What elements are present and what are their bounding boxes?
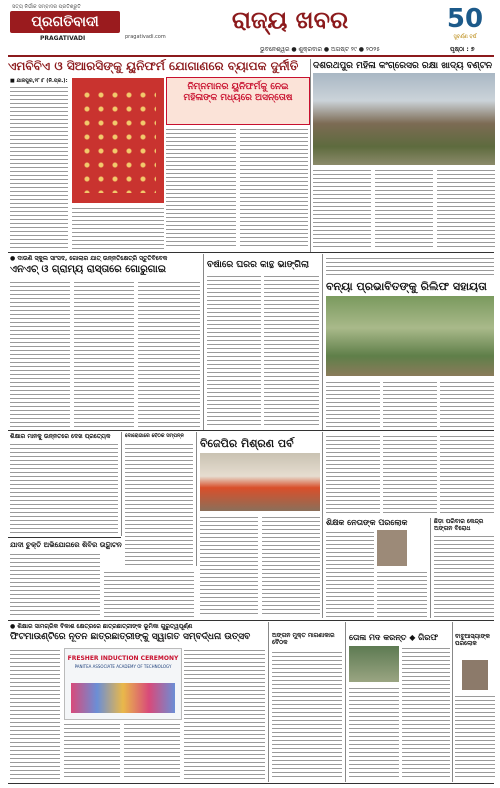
row3-rule	[8, 620, 494, 621]
lead-inset-headline: ନିମ୍ନମାନର ୟୁନିଫର୍ମକୁ ନେଇ ମହିଳାଙ୍କ ମଧ୍ୟରେ ଅସନ୍ତୋଷ	[183, 82, 293, 103]
school-rule	[8, 537, 121, 538]
fresher-banner-line1: FRESHER INDUCTION CEREMONY	[67, 655, 179, 662]
teacher-photo	[377, 530, 407, 566]
col-divider-9	[345, 622, 346, 782]
logo-odia-text: ପ୍ରଗତିବାଦୀ	[31, 14, 99, 30]
death-headline: ବାବୁଆସ୍ୟାଙ୍କ ପରଲୋକ	[455, 633, 490, 647]
logo	[10, 11, 120, 33]
rain-body-b	[264, 274, 319, 428]
congress-body-a	[313, 168, 371, 250]
teacher-body-b	[377, 570, 427, 618]
col-divider-7	[430, 518, 431, 618]
col-divider-10	[452, 622, 453, 782]
uniform-photo	[72, 78, 164, 203]
fresher-body-a	[10, 648, 60, 780]
col-divider-2	[203, 254, 204, 430]
congress-body-c	[437, 168, 495, 250]
flood-body-a	[326, 380, 380, 428]
bjp-photo	[200, 453, 320, 511]
fresher-kicker: ● ଶିକ୍ଷାର ସାମଗ୍ରିକ ବିକାଶ କ୍ଷେତ୍ରରେ ଛାତ୍ରଛାତ୍ରୀଙ୍କ ଭୂମିକା ଗୁରୁତ୍ୱପୂର୍ଣ୍ଣ	[10, 623, 193, 630]
fresher-body-d	[184, 648, 265, 780]
award-headline: ଅଙ୍ଗନ ମୁକ୍ତ ମାଗଣାକାର ବୈଠକ	[272, 632, 335, 646]
rain-headline: ବର୍ଷାରେ ଘରର କାନ୍ଥ ଭାଙ୍ଗିଲା	[207, 260, 310, 270]
lead-body-col1	[10, 85, 68, 250]
logo-english: PRAGATIVADI	[40, 35, 86, 42]
col-divider-1	[310, 59, 311, 252]
lead-inset-box	[166, 77, 310, 125]
road-body-b	[74, 280, 134, 428]
road-kicker: ● ଦାଉଣି ସ୍କୁଲ ସାଂସଦ, ଗୋଲାର ଯାତ୍ ଉନ୍ନତିକ୍ଷେତ୍ରି ସ୍ତୁତିବିବେକ	[10, 255, 168, 262]
col-divider-5	[196, 432, 197, 566]
dateline: ଭୁବନେଶ୍ୱର ● ଶୁକ୍ରବାର ● ଅଗଷ୍ଟ ୨୯ ● ୨୦୨୫	[260, 46, 380, 53]
footer-rule	[8, 783, 494, 784]
bjp-body-b	[262, 515, 320, 615]
masthead-rule	[8, 55, 494, 57]
bridge-headline: ତୋଳା ମଦ କରନ୍ତ ◆ ଗିରଫ	[349, 633, 439, 642]
drug-body-a	[10, 552, 100, 618]
masthead-url: pragativadi.com	[125, 34, 166, 40]
congress-headline: ଦଶରଥପୁର ମହିଳା କଂଗ୍ରେସର ରକ୍ଷା ଖାଦ୍ୟ ବଣ୍ଟନ	[313, 61, 493, 71]
bridge-body-b	[402, 646, 450, 780]
award-body	[272, 650, 342, 780]
school-body	[10, 442, 118, 534]
drug-headline: ଯାଦୀ ଚୁକ୍ତି ଅଭିଯୋଗରେ ଶିବିର ଉଦ୍ଘାଟନ	[10, 541, 122, 549]
anniversary-number: 50	[446, 4, 484, 34]
page-number: ପୃଷ୍ଠା : ୭	[450, 46, 475, 53]
anniversary-text: ସୁବର୍ଣ୍ଣ ବର୍ଷ	[453, 34, 477, 40]
masthead	[0, 0, 500, 56]
bjp-headline: ବିଜେପିର ମିଶ୍ରଣ ପର୍ବ	[200, 437, 294, 450]
fresher-body-b	[64, 722, 120, 780]
road-body-c	[138, 280, 200, 428]
road-body-a	[10, 280, 70, 428]
col-divider-8	[268, 622, 269, 782]
death-body	[455, 694, 495, 780]
teacher-headline: ଶିକ୍ଷକ ନେତାଙ୍କ ପରଲୋକ	[326, 518, 408, 527]
col-divider-3	[322, 254, 323, 430]
congress-photo	[313, 73, 495, 165]
flood-body-c	[440, 380, 494, 428]
bjp-body-a	[200, 515, 258, 615]
death-photo	[462, 660, 488, 690]
fresher-banner-line2: PANITEA ASSOCIATE ACADEMY OF TECHNOLOGY	[74, 664, 172, 669]
section-title: ରାଜ୍ୟ ଖବର	[231, 6, 349, 34]
col-divider-4	[121, 432, 122, 536]
fresher-headline: ଫିଟମାଉଣ୍ଟିରେ ନୂତନ ଛାତ୍ରଛାତ୍ରୀଙ୍କୁ ସ୍ୱାଗତ ସମ୍ବର୍ଦ୍ଧନା ଉତ୍ସବ	[10, 632, 251, 642]
relief-body-c	[440, 434, 494, 514]
fresher-photo	[64, 648, 182, 720]
side-body	[434, 534, 494, 618]
flood-intro	[326, 256, 494, 278]
masthead-tagline: ସତ୍ୟ ନିର୍ଭୀକ ସମ୍ବାଦର ପ୍ରତିଶ୍ରୁତି	[12, 4, 81, 10]
lead-body-col2	[166, 127, 236, 247]
relief-body-a	[326, 434, 380, 514]
fresher-body-c	[124, 722, 180, 780]
congress-body-b	[375, 168, 433, 250]
lead-headline: ଏମବିବିଏ ଓ ସିଆରସିଙ୍କୁ ୟୁନିଫର୍ମ ଯୋଗାଣରେ ବ୍ୟାପକ ଦୁର୍ନୀତି	[8, 59, 299, 73]
bridge-photo	[349, 646, 399, 682]
row1-rule	[8, 252, 494, 253]
flood-body-b	[383, 380, 437, 428]
bridge-body-a	[349, 686, 399, 780]
rain-body-a	[207, 274, 261, 428]
bjp-kicker: ଦୋରୋଗାରେ ବୈଠକ ସମ୍ପନ୍ନ	[125, 433, 184, 439]
anniversary-badge	[440, 4, 490, 46]
flood-headline: ବନ୍ୟା ପ୍ରଭାବିତଙ୍କୁ ରିଲିଫ ସହାୟତା	[326, 280, 487, 293]
lead-dateline: ■ ଯାଜପୁର,୨୮।୮ (ନି.ପ୍ର.):	[10, 78, 68, 84]
side-headline: ଛିଡ଼ା ପରିବାର କେନ୍ଦ୍ର ଅଙ୍ଗନ ବିରୋଧ	[434, 518, 484, 532]
road-headline: ଏନଏଚ୍ ଓ ଗ୍ରାମ୍ୟ ରାସ୍ତାରେ ଗୋରୁଗାଇ	[10, 264, 167, 275]
relief-body-b	[383, 434, 437, 514]
lead-body-col4	[72, 206, 164, 250]
drug-body-b	[104, 570, 194, 618]
col-divider-6	[322, 432, 323, 618]
lead-body-col3	[240, 127, 308, 247]
flood-photo	[326, 296, 494, 376]
teacher-body-a	[326, 530, 374, 618]
row2-rule	[8, 430, 494, 431]
school-headline: ଶିକ୍ଷାର ମାନକୁ ଉନ୍ନତରେ ଦେଖ ପ୍ରତ୍ୟେକ	[10, 433, 111, 440]
